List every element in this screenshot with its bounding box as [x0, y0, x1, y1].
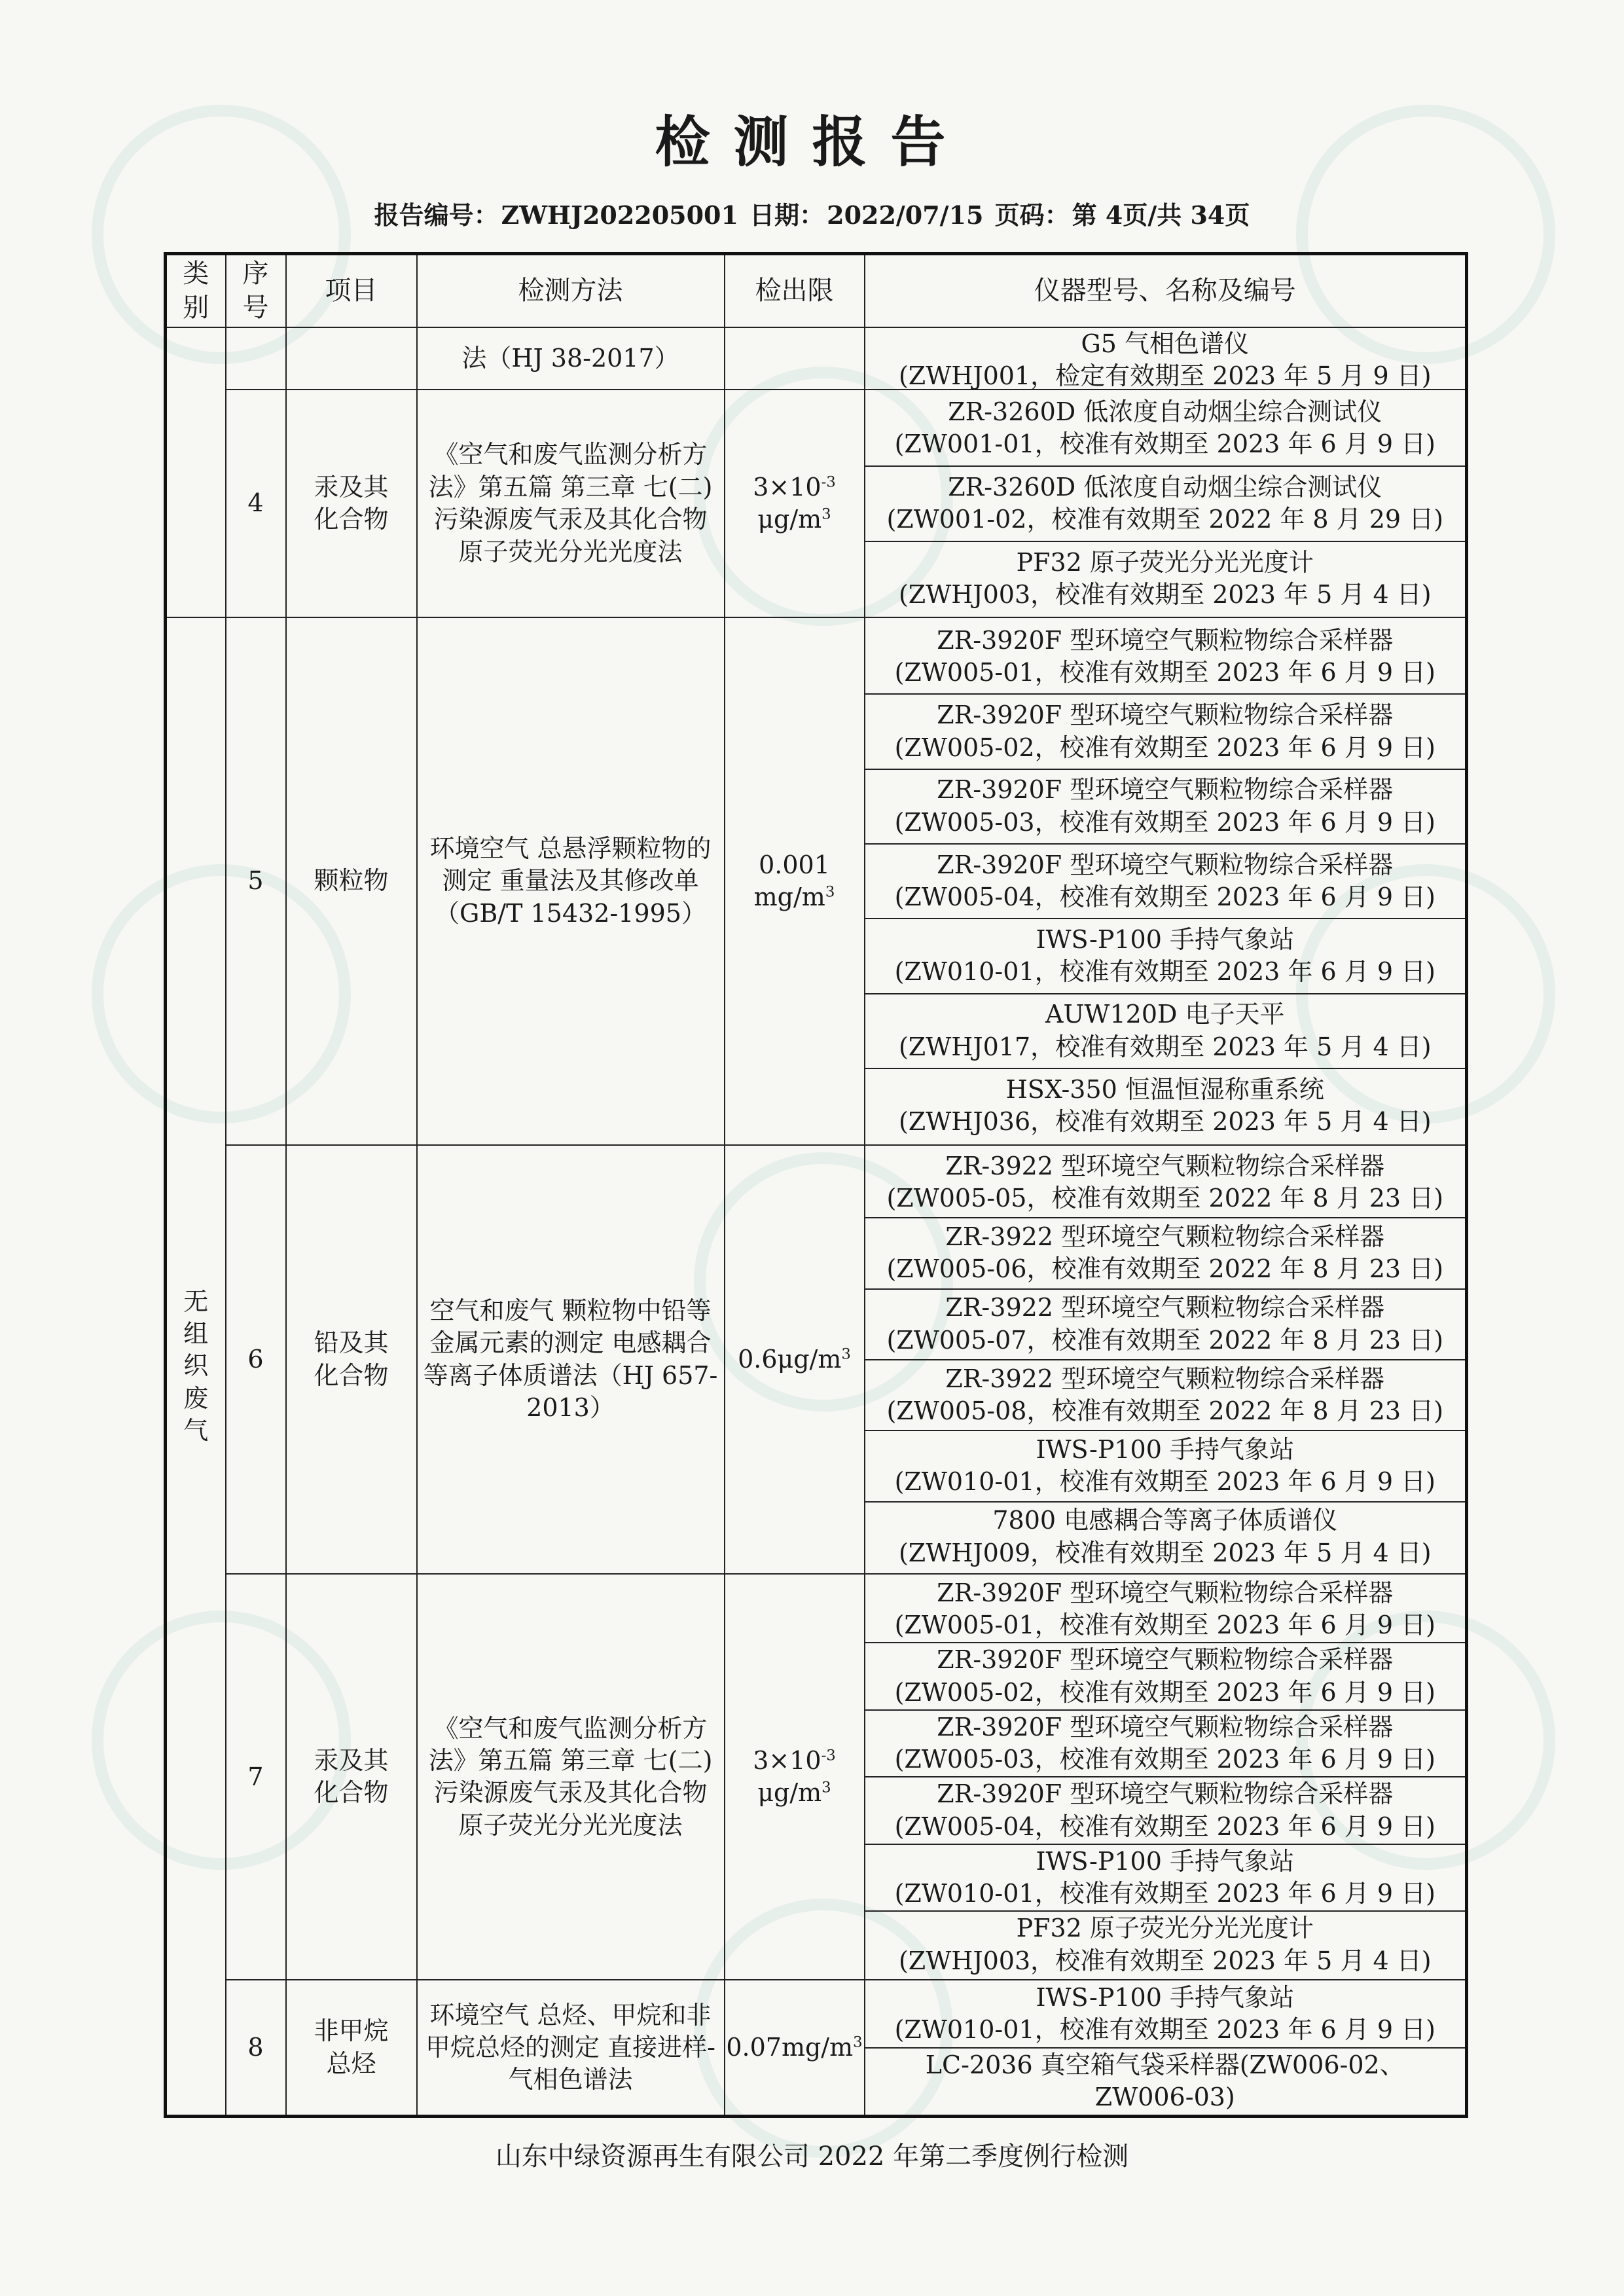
- instrument-item: [865, 328, 1466, 393]
- seq-cell: 7: [226, 1574, 286, 1980]
- limit-cell: 0.001 $mg/m^3$: [725, 617, 865, 1145]
- method-cell: 法（HJ 38-2017）: [417, 327, 725, 390]
- limit-cell: $3\times 10^{-3}$ $\mu g/m^3$: [725, 390, 865, 617]
- table-row: [166, 327, 1467, 390]
- method-cell: 环境空气 总悬浮颗粒物的测定 重量法及其修改单（GB/T 15432-1995）: [417, 617, 725, 1145]
- header-seq: 序 号: [226, 254, 286, 327]
- instrument-item: [865, 1981, 1466, 2047]
- category-cell-continued: [166, 327, 226, 617]
- seq-cell: 5: [226, 617, 286, 1145]
- limit-cell: $3\times 10^{-3}$ $\mu g/m^3$: [725, 1574, 865, 1980]
- instrument-line: G5 气相色谱仪: [1081, 329, 1250, 358]
- seq-cell: [226, 327, 286, 390]
- table-header-row: [166, 254, 1467, 327]
- instrument-line: (ZW001-01，校准有效期至 2023 年 6 月 9 日): [894, 429, 1435, 459]
- instrument-line: ZR-3920F 型环境空气颗粒物综合采样器: [937, 1779, 1394, 1809]
- instrument-line: IWS-P100 手持气象站: [1036, 1983, 1294, 2013]
- instrument-line: ZR-3260D 低浓度自动烟尘综合测试仪: [948, 397, 1382, 426]
- instrument-line: ZR-3922 型环境空气颗粒物综合采样器: [945, 1364, 1385, 1393]
- instrument-line: (ZW005-06，校准有效期至 2022 年 8 月 23 日): [886, 1254, 1444, 1284]
- item-cell: 铅及其 化合物: [286, 1145, 417, 1574]
- report-meta-line: [0, 195, 1624, 231]
- date-label: 日期：: [749, 200, 825, 230]
- instrument-item: [865, 1576, 1466, 1643]
- header-category: 类 别: [166, 254, 226, 327]
- instrument-item: [865, 769, 1466, 843]
- item-cell: 颗粒物: [286, 617, 417, 1145]
- instrument-line: (ZW005-01，校准有效期至 2023 年 6 月 9 日): [894, 1611, 1435, 1640]
- instrument-line: HSX-350 恒温恒湿称重系统: [1005, 1074, 1324, 1104]
- instrument-line: (ZW010-01，校准有效期至 2023 年 6 月 9 日): [894, 957, 1435, 987]
- report-number-label: 报告编号：: [374, 200, 499, 230]
- instrument-line: (ZW005-01，校准有效期至 2023 年 6 月 9 日): [894, 658, 1435, 687]
- instrument-line: ZR-3922 型环境空气颗粒物综合采样器: [945, 1293, 1385, 1322]
- instrument-item: [865, 1148, 1466, 1217]
- instrument-line: PF32 原子荧光分光光度计: [1016, 547, 1314, 577]
- instrument-line: IWS-P100 手持气象站: [1036, 1434, 1294, 1464]
- seq-cell: 4: [226, 390, 286, 617]
- method-cell: 环境空气 总烃、甲烷和非甲烷总烃的测定 直接进样-气相色谱法: [417, 1980, 725, 2116]
- item-cell: 汞及其 化合物: [286, 390, 417, 617]
- limit-cell: $0.6\mu g/m^3$: [725, 1145, 865, 1574]
- instrument-item: [865, 465, 1466, 541]
- instrument-line: (ZWHJ009，校准有效期至 2023 年 5 月 4 日): [898, 1538, 1432, 1567]
- instrument-line: ZR-3922 型环境空气颗粒物综合采样器: [945, 1222, 1385, 1251]
- instrument-line: (ZWHJ001，检定有效期至 2023 年 5 月 9 日): [898, 361, 1432, 391]
- instrument-item: [865, 1359, 1466, 1430]
- table-row: [166, 390, 1467, 617]
- instrument-item: [865, 1217, 1466, 1288]
- instrument-line: (ZW005-04，校准有效期至 2023 年 6 月 9 日): [894, 883, 1435, 912]
- instrument-item: [865, 541, 1466, 616]
- inspection-table: [164, 252, 1468, 2118]
- instrument-line: ZR-3260D 低浓度自动烟尘综合测试仪: [948, 472, 1382, 501]
- instrument-line: (ZWHJ036，校准有效期至 2023 年 5 月 4 日): [898, 1106, 1432, 1136]
- instrument-line: (ZW010-01，校准有效期至 2023 年 6 月 9 日): [894, 1879, 1435, 1908]
- instrument-line: ZR-3922 型环境空气颗粒物综合采样器: [945, 1151, 1385, 1180]
- instrument-item: [865, 918, 1466, 993]
- instrument-line: (ZW005-05，校准有效期至 2022 年 8 月 23 日): [886, 1184, 1444, 1213]
- method-cell: 《空气和废气监测分析方法》第五篇 第三章 七(二)污染源废气汞及其化合物 原子荧光分光光度法: [417, 1574, 725, 1980]
- table-row: [166, 1145, 1467, 1574]
- instrument-line: 7800 电感耦合等离子体质谱仪: [992, 1506, 1338, 1535]
- instrument-cell: [865, 617, 1467, 1145]
- header-limit: 检出限: [725, 254, 865, 327]
- header-item: 项目: [286, 254, 417, 327]
- instrument-line: (ZW005-08，校准有效期至 2022 年 8 月 23 日): [886, 1396, 1444, 1426]
- header-method: 检测方法: [417, 254, 725, 327]
- instrument-item: [865, 1709, 1466, 1777]
- instrument-item: [865, 2047, 1466, 2115]
- instrument-line: (ZWHJ003，校准有效期至 2023 年 5 月 4 日): [898, 580, 1432, 610]
- instrument-line: (ZW005-07，校准有效期至 2022 年 8 月 23 日): [886, 1325, 1444, 1355]
- instrument-item: [865, 693, 1466, 768]
- page-number: 第 4页/共 34页: [1072, 200, 1250, 230]
- instrument-item: [865, 620, 1466, 693]
- instrument-item: [865, 1844, 1466, 1911]
- instrument-line: ZR-3920F 型环境空气颗粒物综合采样器: [937, 1712, 1394, 1741]
- instrument-cell: [865, 1145, 1467, 1574]
- instrument-line: IWS-P100 手持气象站: [1036, 1846, 1294, 1876]
- instrument-item: [865, 1430, 1466, 1501]
- instrument-line: PF32 原子荧光分光光度计: [1016, 1914, 1314, 1943]
- instrument-line: (ZW005-02，校准有效期至 2023 年 6 月 9 日): [894, 733, 1435, 762]
- limit-cell: [725, 327, 865, 390]
- table-row: [166, 1574, 1467, 1980]
- instrument-line: (ZWHJ017，校准有效期至 2023 年 5 月 4 日): [898, 1032, 1432, 1061]
- instrument-line: ZW006-03): [1094, 2082, 1235, 2111]
- document-title: 检测报告: [655, 110, 969, 174]
- document-footer: 山东中绿资源再生有限公司 2022 年第二季度例行检测: [495, 2141, 1129, 2172]
- header-instrument: 仪器型号、名称及编号: [865, 254, 1467, 327]
- instrument-line: (ZW005-03，校准有效期至 2023 年 6 月 9 日): [894, 807, 1435, 837]
- instrument-line: AUW120D 电子天平: [1045, 1000, 1285, 1029]
- instrument-line: ZR-3920F 型环境空气颗粒物综合采样器: [937, 775, 1394, 805]
- instrument-line: ZR-3920F 型环境空气颗粒物综合采样器: [937, 701, 1394, 730]
- report-date: 2022/07/15: [827, 200, 984, 230]
- instrument-item: [865, 993, 1466, 1068]
- item-cell: 非甲烷 总烃: [286, 1980, 417, 2116]
- instrument-line: LC-2036 真空箱气袋采样器(ZW006-02、: [925, 2050, 1405, 2079]
- report-number: ZWHJ202205001: [501, 200, 738, 230]
- instrument-item: [865, 1642, 1466, 1709]
- table-row: [166, 1980, 1467, 2116]
- category-cell: 无 组 织 废 气: [166, 617, 226, 2117]
- instrument-line: (ZW001-02，校准有效期至 2022 年 8 月 29 日): [886, 505, 1444, 534]
- instrument-item: [865, 1776, 1466, 1844]
- instrument-line: IWS-P100 手持气象站: [1036, 925, 1294, 955]
- instrument-cell: [865, 1574, 1467, 1980]
- seq-cell: 6: [226, 1145, 286, 1574]
- instrument-item: [865, 1501, 1466, 1572]
- instrument-line: (ZW005-02，校准有效期至 2023 年 6 月 9 日): [894, 1677, 1435, 1707]
- instrument-cell: [865, 390, 1467, 617]
- limit-cell: $0.07mg/m^3$: [725, 1980, 865, 2116]
- instrument-line: (ZW005-04，校准有效期至 2023 年 6 月 9 日): [894, 1812, 1435, 1841]
- instrument-line: ZR-3920F 型环境空气颗粒物综合采样器: [937, 1645, 1394, 1675]
- instrument-item: [865, 843, 1466, 918]
- instrument-line: (ZWHJ003，校准有效期至 2023 年 5 月 4 日): [898, 1946, 1432, 1975]
- instrument-cell: [865, 1980, 1467, 2116]
- instrument-item: [865, 1288, 1466, 1359]
- instrument-cell: [865, 327, 1467, 390]
- instrument-item: [865, 392, 1466, 465]
- table-row: [166, 617, 1467, 1145]
- seq-cell: 8: [226, 1980, 286, 2116]
- method-cell: 空气和废气 颗粒物中铅等金属元素的测定 电感耦合等离子体质谱法（HJ 657-2013）: [417, 1145, 725, 1574]
- instrument-line: ZR-3920F 型环境空气颗粒物综合采样器: [937, 850, 1394, 879]
- page-label: 页码：: [994, 200, 1070, 230]
- instrument-item: [865, 1910, 1466, 1978]
- instrument-line: ZR-3920F 型环境空气颗粒物综合采样器: [937, 625, 1394, 655]
- item-cell: 汞及其 化合物: [286, 1574, 417, 1980]
- instrument-line: ZR-3920F 型环境空气颗粒物综合采样器: [937, 1578, 1394, 1607]
- instrument-line: (ZW005-03，校准有效期至 2023 年 6 月 9 日): [894, 1745, 1435, 1774]
- method-cell: 《空气和废气监测分析方法》第五篇 第三章 七(二)污染源废气汞及其化合物 原子荧光分光光度法: [417, 390, 725, 617]
- instrument-line: (ZW010-01，校准有效期至 2023 年 6 月 9 日): [894, 2015, 1435, 2045]
- instrument-item: [865, 1068, 1466, 1142]
- item-cell: [286, 327, 417, 390]
- instrument-line: (ZW010-01，校准有效期至 2023 年 6 月 9 日): [894, 1467, 1435, 1497]
